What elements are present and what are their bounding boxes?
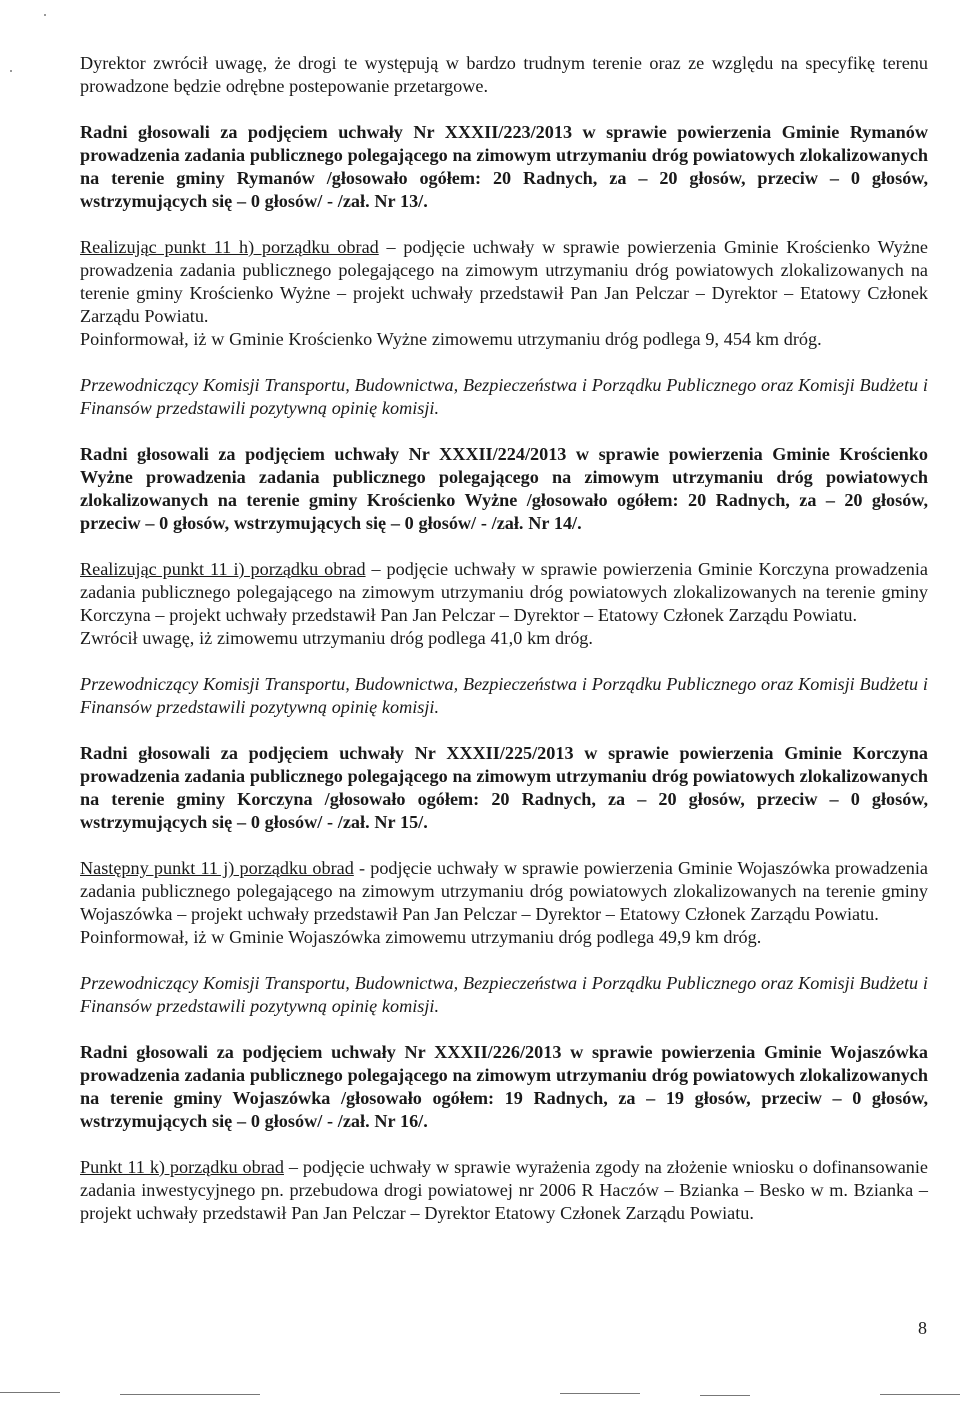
page-number: 8 [918, 1318, 927, 1338]
resolution-vote-226: Radni głosowali za podjęciem uchwały Nr XXXII/226/2013 w sprawie powierzenia Gminie Wojaszówka prowadzenia zadania publicznego polegającego na zimowym utrzymaniu dróg powiatowych zlokalizowanych na terenie gminy Wojaszówka /głosowało ogółem: 19 Radnych, za – 19 głosów, przeciw – 0 głosów, wstrzymujących się – 0 głosów/ - /zał. Nr 16/. [80, 1042, 928, 1131]
agenda-point-11h [80, 236, 928, 351]
resolution-vote-224: Radni głosowali za podjęciem uchwały Nr XXXII/224/2013 w sprawie powierzenia Gminie Krościenko Wyżne prowadzenia zadania publicznego polegającego na zimowym utrzymaniu dróg powiatowych zlokalizowanych na terenie gminy Krościenko Wyżne /głosowało ogółem: 20 Radnych, za – 20 głosów, przeciw – 0 głosów, wstrzymujących się – 0 głosów/ - /zał. Nr 14/. [80, 444, 928, 533]
scan-artifact [700, 1395, 750, 1396]
resolution-vote-223: Radni głosowali za podjęciem uchwały Nr XXXII/223/2013 w sprawie powierzenia Gminie Rymanów prowadzenia zadania publicznego polegającego na zimowym utrzymaniu dróg powiatowych zlokalizowanych na terenie gminy Rymanów /głosowało ogółem: 20 Radnych, za – 20 głosów, przeciw – 0 głosów, wstrzymujących się – 0 głosów/ - /zał. Nr 13/. [80, 122, 928, 211]
agenda-point-11k [80, 1156, 928, 1225]
agenda-point-11j [80, 857, 928, 949]
document-page [80, 52, 928, 1225]
committee-opinion: Przewodniczący Komisji Transportu, Budownictwa, Bezpieczeństwa i Porządku Publicznego oraz Komisji Budżetu i Finansów przedstawili pozytywną opinię komisji. [80, 375, 928, 418]
agenda-point-text: – podjęcie uchwały w sprawie wyrażenia zgody na złożenie wniosku o dofinansowanie zadania inwestycyjnego pn. przebudowa drogi powiatowej nr 2006 R Haczów – Bzianka – Besko w m. Bzianka – projekt uchwały przedstawił Pan Jan Pelczar – Dyrektor Etatowy Członek Zarządu Powiatu. [80, 1157, 929, 1223]
agenda-point-text: – podjęcie uchwały w sprawie powierzenia Gminie Krościenko Wyżne prowadzenia zadania publicznego polegającego na zimowym utrzymaniu dróg powiatowych zlokalizowanych na terenie gminy Krościenko Wyżne – projekt uchwały przedstawił Pan Jan Pelczar – Dyrektor – Etatowy Członek Zarządu Powiatu. [80, 237, 928, 326]
agenda-point-lead: Realizując punkt 11 i) porządku obrad [80, 559, 366, 579]
committee-opinion: Przewodniczący Komisji Transportu, Budownictwa, Bezpieczeństwa i Porządku Publicznego oraz Komisji Budżetu i Finansów przedstawili pozytywną opinię komisji. [80, 674, 928, 717]
resolution-vote-225: Radni głosowali za podjęciem uchwały Nr XXXII/225/2013 w sprawie powierzenia Gminie Korczyna prowadzenia zadania publicznego polegającego na zimowym utrzymaniu dróg powiatowych zlokalizowanych na terenie gminy Korczyna /głosowało ogółem: 20 Radnych, za – 20 głosów, przeciw – 0 głosów, wstrzymujących się – 0 głosów/ - /zał. Nr 15/. [80, 743, 928, 832]
scan-artifact [880, 1394, 960, 1395]
agenda-point-lead: Następny punkt 11 j) porządku obrad [80, 858, 354, 878]
scan-artifact [560, 1393, 640, 1394]
agenda-point-text: - podjęcie uchwały w sprawie powierzenia Gminie Wojaszówka prowadzenia zadania publicznego polegającego na zimowym utrzymaniu dróg powiatowych zlokalizowanych na terenie gminy Wojaszówka – projekt uchwały przedstawił Pan Jan Pelczar – Dyrektor – Etatowy Członek Zarządu Powiatu. [80, 858, 928, 924]
scan-artifact [0, 1392, 60, 1393]
agenda-point-11i [80, 558, 928, 650]
agenda-point-info: Poinformował, iż w Gminie Wojaszówka zimowemu utrzymaniu dróg podlega 49,9 km dróg. [80, 927, 762, 947]
agenda-point-lead: Realizując punkt 11 h) porządku obrad [80, 237, 379, 257]
agenda-point-text: – podjęcie uchwały w sprawie powierzenia Gminie Korczyna prowadzenia zadania publicznego polegającego na zimowym utrzymaniu dróg powiatowych zlokalizowanych na terenie gminy Korczyna – projekt uchwały przedstawił Pan Jan Pelczar – Dyrektor – Etatowy Członek Zarządu Powiatu. [80, 559, 928, 625]
committee-opinion: Przewodniczący Komisji Transportu, Budownictwa, Bezpieczeństwa i Porządku Publicznego oraz Komisji Budżetu i Finansów przedstawili pozytywną opinię komisji. [80, 973, 928, 1016]
agenda-point-info: Zwrócił uwagę, iż zimowemu utrzymaniu dróg podlega 41,0 km dróg. [80, 628, 593, 648]
agenda-point-lead: Punkt 11 k) porządku obrad [80, 1157, 284, 1177]
paragraph-director-remark: Dyrektor zwrócił uwagę, że drogi te występują w bardzo trudnym terenie oraz ze względu na specyfikę terenu prowadzone będzie odrębne postepowanie przetargowe. [80, 53, 928, 96]
agenda-point-info: Poinformował, iż w Gminie Krościenko Wyżne zimowemu utrzymaniu dróg podlega 9, 454 km dróg. [80, 329, 822, 349]
scan-artifact [10, 70, 12, 72]
scan-artifact [120, 1394, 260, 1395]
scan-artifact [44, 14, 46, 16]
